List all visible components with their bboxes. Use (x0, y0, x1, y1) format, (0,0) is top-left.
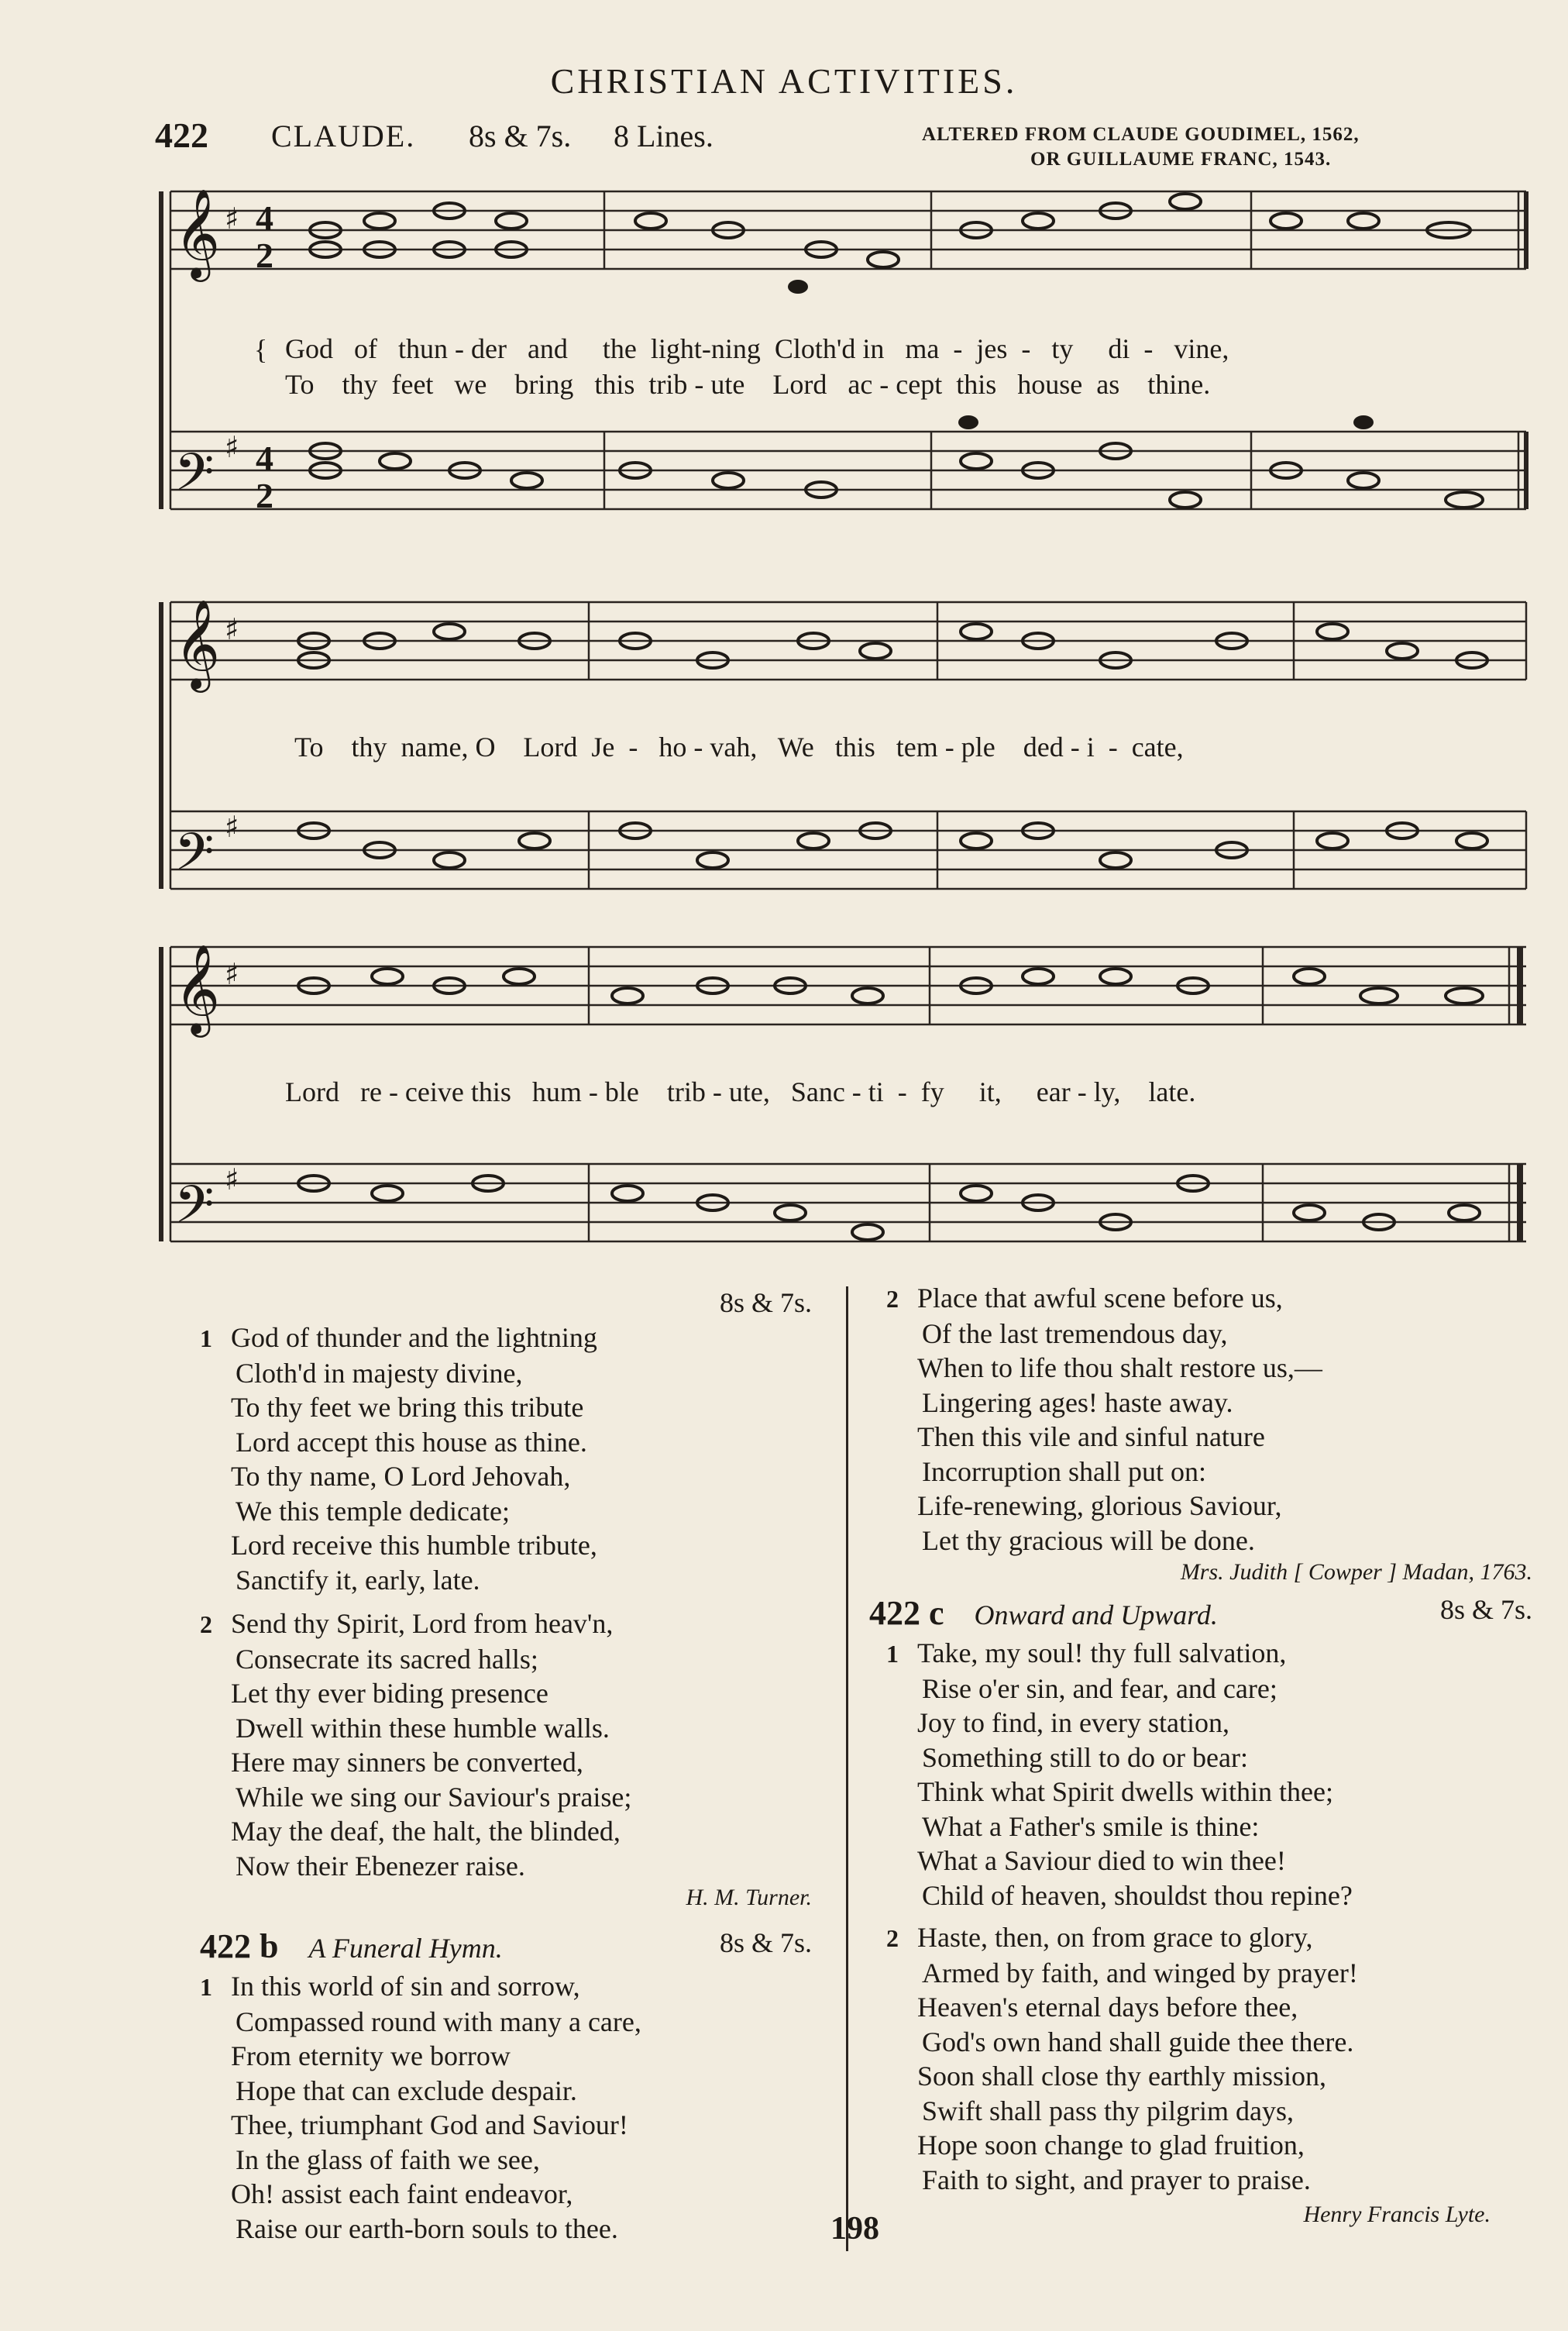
verse-line: Sanctify it, early, late. (236, 1564, 480, 1596)
verse-line: Soon shall close thy earthly mission, (917, 2061, 1326, 2092)
svg-text:♯: ♯ (225, 810, 239, 844)
svg-text:𝄞: 𝄞 (174, 943, 221, 1034)
verse-line: Incorruption shall put on: (922, 1455, 1206, 1487)
svg-text:♯: ♯ (225, 201, 239, 236)
verse-line: Child of heaven, shouldst thou repine? (922, 1879, 1353, 1911)
lyrics-system-1-verse-1: God of thun - der and the light-ning Cloth'd in ma - jes - ty di - vine, (285, 333, 1229, 364)
hymn-422-author: H. M. Turner. (686, 1885, 812, 1910)
verse-line: In the glass of faith we see, (236, 2143, 540, 2175)
hymn-422c-author: Henry Francis Lyte. (1303, 2202, 1491, 2227)
verse-line: To thy name, O Lord Jehovah, (231, 1461, 571, 1492)
svg-text:4: 4 (256, 439, 273, 478)
svg-text:𝄞: 𝄞 (174, 598, 221, 689)
verse-line: Something still to do or bear: (922, 1741, 1248, 1773)
verse-line: Then this vile and sinful nature (917, 1421, 1265, 1452)
svg-text:𝄢: 𝄢 (174, 442, 215, 515)
stanza-number: 1 (886, 1640, 899, 1668)
stanza-number: 2 (886, 1924, 899, 1952)
hymn-422c-heading (869, 1593, 1537, 1633)
verse-line: Faith to sight, and prayer to praise. (922, 2164, 1311, 2195)
svg-text:2: 2 (256, 476, 273, 515)
hymn-422b-title: A Funeral Hymn. (308, 1933, 503, 1964)
verse-line: Cloth'd in majesty divine, (236, 1357, 523, 1389)
verse-line: Lord accept this house as thine. (236, 1426, 587, 1458)
verse-line: Armed by faith, and winged by prayer! (922, 1957, 1358, 1988)
hymn-422b-heading (200, 1926, 826, 1966)
svg-text:♯: ♯ (225, 612, 239, 646)
hymn-422b-number: 422 b (200, 1927, 279, 1965)
verse-line: To thy feet we bring this tribute (231, 1392, 584, 1423)
stanza-number: 1 (200, 1324, 212, 1352)
stanza-number: 1 (200, 1973, 212, 2001)
svg-text:2: 2 (256, 236, 273, 275)
stanza-number: 2 (886, 1285, 899, 1313)
verse-line: What a Father's smile is thine: (922, 1810, 1260, 1842)
verse-line: God's own hand shall guide thee there. (922, 2026, 1354, 2057)
hymn-422c-number: 422 c (869, 1594, 944, 1632)
lyrics-system-2: To thy name, O Lord Je - ho - vah, We this tem - ple ded - i - cate, (294, 732, 1184, 763)
verse-line: Place that awful scene before us, (917, 1283, 1283, 1314)
verse-line: Send thy Spirit, Lord from heav'n, (231, 1608, 614, 1639)
verse-line: Dwell within these humble walls. (236, 1712, 610, 1744)
verse-line: Of the last tremendous day, (922, 1317, 1228, 1349)
hymn-line-count: 8 Lines. (614, 119, 714, 153)
svg-text:♯: ♯ (225, 957, 239, 991)
column-divider (846, 1286, 848, 2251)
svg-text:♯: ♯ (225, 430, 239, 464)
hymn-422c-title: Onward and Upward. (974, 1599, 1218, 1630)
verse-line: Now their Ebenezer raise. (236, 1850, 525, 1882)
hymn-422-meter: 8s & 7s. (719, 1287, 812, 1318)
svg-text:♯: ♯ (225, 1162, 239, 1196)
verse-line: Lingering ages! haste away. (922, 1386, 1233, 1418)
verse-line: Life-renewing, glorious Saviour, (917, 1490, 1282, 1521)
stanza-number: 2 (200, 1610, 212, 1638)
verse-line: Let thy gracious will be done. (922, 1524, 1255, 1556)
verse-line: Think what Spirit dwells within thee; (917, 1776, 1333, 1807)
right-column (869, 1281, 1537, 2228)
hymn-422b-author: Mrs. Judith [ Cowper ] Madan, 1763. (1180, 1559, 1532, 1585)
svg-text:𝄢: 𝄢 (174, 1175, 215, 1247)
hymn-number: 422 (155, 115, 208, 155)
verse-line: Let thy ever biding presence (231, 1678, 548, 1709)
hymn-422c-stanza-1 (886, 1636, 1537, 1913)
verse-line: Lord receive this humble tribute, (231, 1530, 597, 1561)
verse-line: In this world of sin and sorrow, (231, 1971, 580, 2002)
verse-line: Heaven's eternal days before thee, (917, 1992, 1298, 2023)
verse-line: Hope soon change to glad fruition, (917, 2130, 1305, 2161)
lyrics-system-1-verse-2: To thy feet we bring this trib - ute Lord ac - cept this house as thine. (285, 369, 1211, 400)
lyrics-system-3: Lord re - ceive this hum - ble trib - ute, Sanc - ti - fy it, ear - ly, late. (285, 1076, 1196, 1107)
verse-line: Compassed round with many a care, (236, 2006, 641, 2037)
svg-text:𝄢: 𝄢 (174, 822, 215, 894)
hymn-422b-stanza-2 (886, 1281, 1537, 1558)
verse-line: May the deaf, the halt, the blinded, (231, 1816, 621, 1847)
verse-line: Consecrate its sacred halls; (236, 1643, 538, 1675)
verse-line: Thee, triumphant God and Saviour! (231, 2109, 628, 2140)
verse-line: When to life thou shalt restore us,— (917, 1352, 1322, 1383)
hymn-422b-meter: 8s & 7s. (719, 1927, 812, 1958)
verse-line: Haste, then, on from grace to glory, (917, 1922, 1313, 1953)
page-header: CHRISTIAN ACTIVITIES. (550, 61, 1018, 101)
svg-text:𝄞: 𝄞 (174, 188, 221, 278)
hymn-422b-stanza-1 (200, 1969, 826, 2246)
verse-line: While we sing our Saviour's praise; (236, 1781, 632, 1813)
composer-credit: ALTERED FROM CLAUDE GOUDIMEL, 1562, (922, 124, 1360, 145)
hymn-422-stanza-1 (200, 1320, 826, 1597)
verse-line: Oh! assist each faint endeavor, (231, 2178, 573, 2209)
composer-credit-alt: OR GUILLAUME FRANC, 1543. (1030, 149, 1332, 170)
verse-line: Take, my soul! thy full salvation, (917, 1637, 1287, 1668)
tune-name: CLAUDE. (271, 119, 416, 153)
left-column (200, 1286, 826, 2246)
verse-line: Raise our earth-born souls to thee. (236, 2212, 618, 2244)
music-system-1 (155, 174, 1534, 554)
hymn-422c-meter: 8s & 7s. (1439, 1594, 1532, 1625)
page-number: 198 (830, 2211, 879, 2247)
hymn-meter: 8s & 7s. (469, 119, 572, 153)
verse-line: From eternity we borrow (231, 2040, 511, 2071)
music-system-3 (155, 930, 1534, 1271)
hymn-422-stanza-2 (200, 1606, 826, 1883)
music-system-2 (155, 585, 1534, 911)
verse-line: God of thunder and the lightning (231, 1322, 597, 1353)
verse-line: What a Saviour died to win thee! (917, 1845, 1286, 1876)
verse-line: Here may sinners be converted, (231, 1747, 583, 1778)
verse-line: Joy to find, in every station, (917, 1707, 1229, 1738)
verse-line: We this temple dedicate; (236, 1495, 510, 1527)
verse-line: Swift shall pass thy pilgrim days, (922, 2095, 1294, 2126)
verse-line: Hope that can exclude despair. (236, 2074, 577, 2106)
verse-brace-open: { (254, 334, 268, 365)
svg-text:4: 4 (256, 198, 273, 238)
hymn-422c-stanza-2 (886, 1920, 1537, 2197)
verse-line: Rise o'er sin, and fear, and care; (922, 1672, 1277, 1704)
